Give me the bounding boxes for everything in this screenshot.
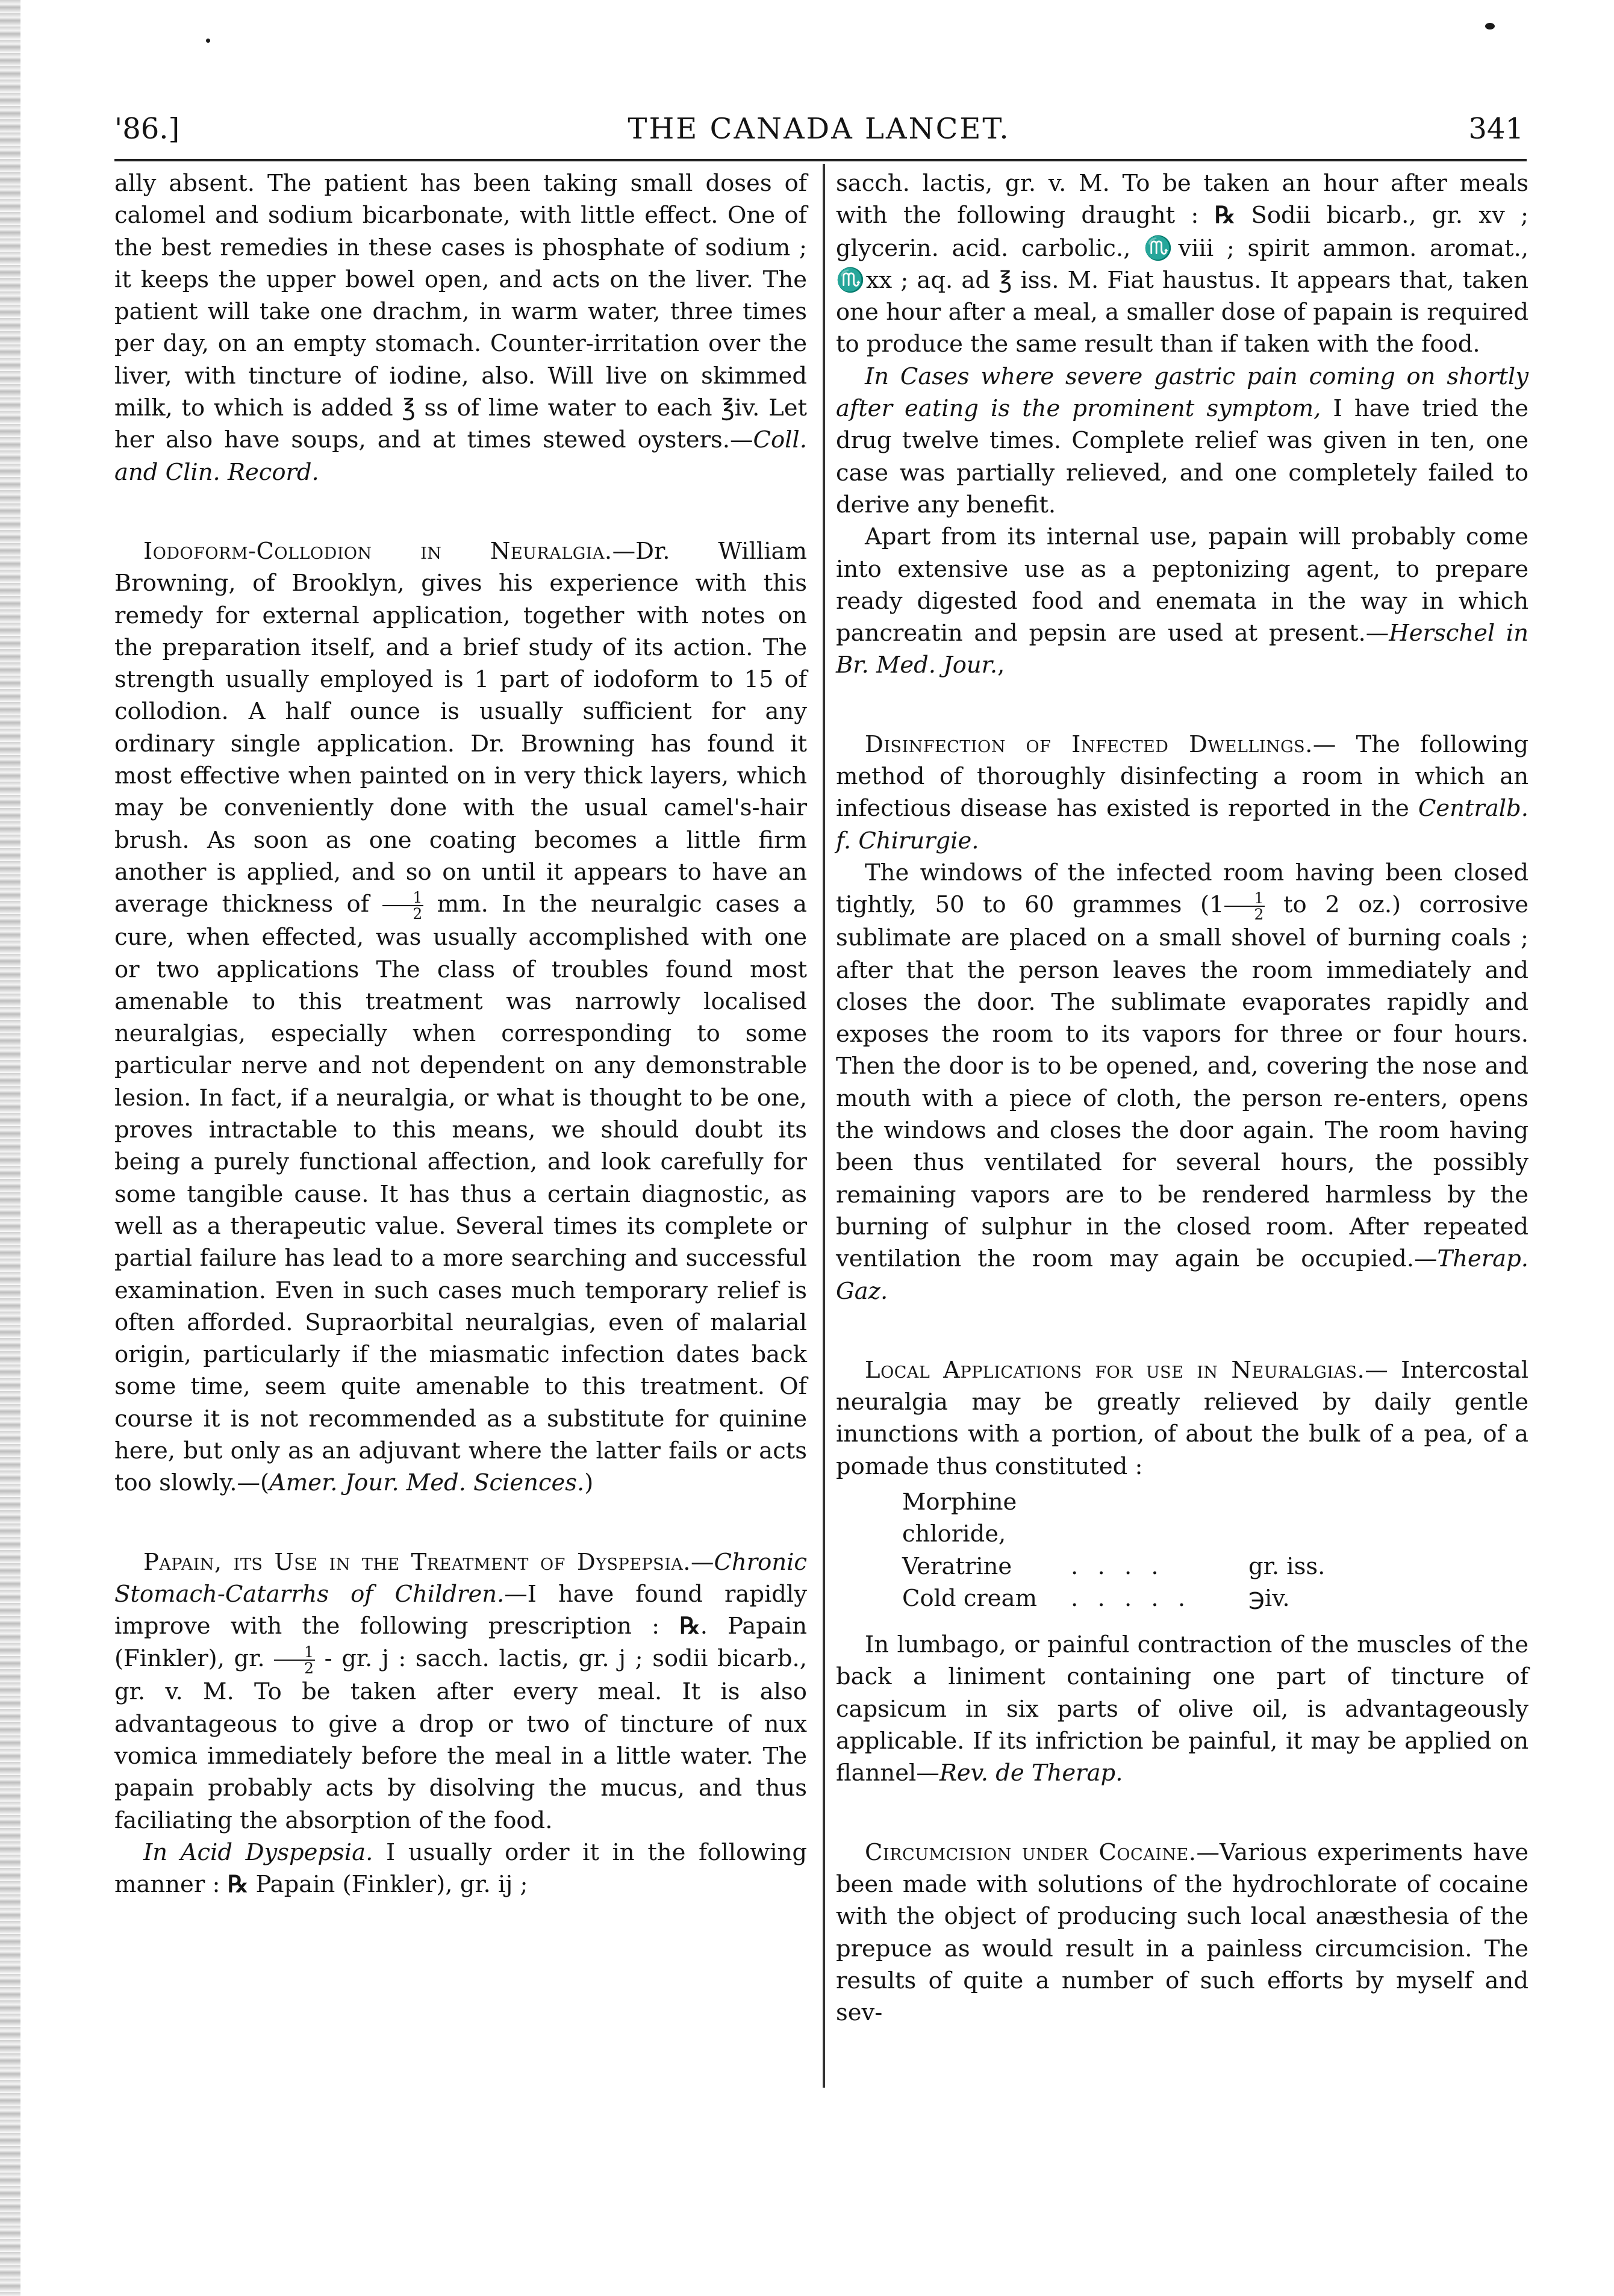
formula-row: Cold cream . . . . . ℈iv. [902,1584,1290,1612]
subheading: In Acid Dyspepsia. [143,1838,373,1866]
section-title: Papain, its Use in the Treatment of Dyspepsia. [143,1548,691,1576]
rx-symbol: ℞ [227,1872,249,1898]
rx-symbol: ℞ [679,1614,700,1640]
subheading: Chronic Stomach-Catarrhs of Children. [114,1548,807,1608]
citation: Coll. and Clin. Record. [114,426,807,486]
paragraph-lumbago: In lumbago, or painful contraction of the muscles of the back a liniment containing one part of tincture of capsicum in six parts of olive oil, is advantageously applicable. If its infriction be painful, it may be applied on flannel—Rev. de Therap. [836,1631,1528,1787]
ink-speck [1485,23,1495,30]
citation: Herschel in Br. Med. Jour. [836,620,1528,679]
citation: Amer. Jour. Med. Sciences. [269,1469,585,1497]
right-column [836,167,1528,2029]
subheading: In Cases where severe gastric pain coming on shortly after eating is the prominent symptom, [836,362,1528,423]
article-circumcision: Circumcision under Cocaine.—Various experiments have been made with solutions of the hydrochlorate of cocaine with the object of producing such local anæsthesia of the prepuce as would result in a painless circumcision. The results of quite a number of such efforts by myself and sev- [836,1838,1528,2027]
fraction: $\frac{1}{2}$ [1224,891,1265,922]
binding-edge [0,0,20,2296]
article-local-applications: Local Applications for use in Neuralgias.— Intercostal neuralgia may be greatly relieved by daily gentle inunctions with a portion, of about the bulk of a pea, of a pomade thus constituted : [836,1356,1529,1480]
column-divider [823,164,825,2088]
article-papain: Papain, its Use in the Treatment of Dyspepsia.—Chronic Stomach-Catarrhs of Children.—I have found rapidly improve with the following prescription : ℞. Papain (Finkler), gr. $\frac{1}{2}$ - gr. j : sacch. lactis, gr. j ; sodii bicarb., gr. v. M. To be taken after every meal. It is also advantageous to give a drop or two of tincture of nux vomica immediately before the meal in a little water. The papain probably acts by disolving the mucus, and thus faciliating the absorption of the food. [114,1548,807,1834]
section-title: Disinfection of Infected Dwellings. [865,730,1313,758]
ink-speck [206,39,210,43]
article-continuation: ally absent. The patient has been taking small doses of calomel and sodium bicarbonate, with little effect. One of the best remedies in these cases is phosphate of sodium ; it keeps the upper bowel open, and acts on the liver. The patient will take one drachm, in warm water, three times per day, on an empty stomach. Counter-irritation over the liver, with tincture of iodine, also. Will live on skimmed milk, to which is added ℥ ss of lime water to each ℥iv. Let her also have soups, and at times stewed oysters.—Coll. and Clin. Record. [114,170,807,486]
fraction: $\frac{1}{2}$ [382,890,423,921]
formula-table [902,1486,1528,1614]
article-iodoform-collodion: Iodoform-Collodion in Neuralgia.—Dr. William Browning, of Brooklyn, gives his experience with this remedy for external application, together with notes on the preparation itself, and a brief study of its action. The strength usually employed is 1 part of iodoform to 15 of collodion. A half ounce is usually sufficient for any ordinary single application. Dr. Browning has found it most effective when painted on in very thick layers, which may be conveniently done with the usual camel's-hair brush. As soon as one coating becomes a little firm another is applied, and so on until it appears to have an average thickness of $\frac{1}{2}$ mm. In the neuralgic cases a cure, when effected, was usually accomplished with one or two applications The class of troubles found most amenable to this treatment was narrowly localised neuralgias, especially when corresponding to some particular nerve and not dependent on any demonstrable lesion. In fact, if a neuralgia, or what is thought to be one, proves intractable to this means, we should doubt its being a purely functional affection, and look carefully for some tangible cause. It has thus a certain diagnostic, as well as a therapeutic value. Several times its complete or partial failure has lead to a more searching and successful examination. Even in such cases much temporary relief is often afforded. Supraorbital neuralgias, even of malarial origin, particularly if the miasmatic infection dates back some time, seem quite amenable to this treatment. Of course it is not recommended as a substitute for quinine here, but only as an adjuvant where the latter fails or acts too slowly.—(Amer. Jour. Med. Sciences.) [114,537,807,1497]
citation: Therap. Gaz. [836,1245,1528,1305]
left-column [114,167,807,1902]
header-rule [114,159,1527,161]
issue-year: '86.] [114,112,180,146]
section-title: Local Applications for use in Neuralgias. [865,1356,1365,1384]
paragraph-windows: The windows of the infected room having been closed tightly, 50 to 60 grammes (1 $\frac{1}{2}$ to 2 oz.) corrosive sublimate are placed on a small shovel of burning coals ; after that the person leaves the room immediately and closes the door. The sublimate evaporates rapidly and exposes the room to its vapors for three or four hours. Then the door is to be opened, and, covering the nose and mouth with a piece of cloth, the person re-enters, opens the windows and closes the door again. The room having been thus ventilated for several hours, the possibly remaining vapors are to be rendered harmless by the burning of sulphur in the closed room. After repeated ventilation the room may again be occupied.—Therap. Gaz. [836,859,1528,1305]
citation: Centralb. f. Chirurgie. [836,795,1528,854]
fraction: $\frac{1}{2}$ [274,1644,315,1676]
section-title: Iodoform-Collodion in Neuralgia. [143,537,612,565]
paragraph-acid-dyspepsia: In Acid Dyspepsia. I usually order it in the following manner : ℞ Papain (Finkler), gr. ij ; [114,1838,807,1899]
paragraph-gastric-pain: In Cases where severe gastric pain coming on shortly after eating is the prominent symptom, I have tried the drug twelve times. Complete relief was given in ten, one case was partially relieved, and one completely failed to derive any benefit. [836,362,1528,518]
formula-row: Veratrine . . . . gr. iss. [902,1552,1326,1580]
journal-title: THE CANADA LANCET. [628,112,1011,146]
paragraph-papain-continued: sacch. lactis, gr. v. M. To be taken an hour after meals with the following draught : ℞ Sodii bicarb., gr. xv ; glycerin. acid. carbolic., ♏viii ; spirit ammon. aromat., ♏xx ; aq. ad ℥ iss. M. Fiat haustus. It appears that, taken one hour after a meal, a smaller dose of papain is required to produce the same result than if taken with the food. [836,170,1528,358]
paragraph-peptonizing: Apart from its internal use, papain will probably come into extensive use as a peptonizing agent, to prepare ready digested food and enemata in the way in which pancreatin and pepsin are used at present.—Herschel in Br. Med. Jour., [836,523,1528,679]
rx-symbol: ℞ [1214,203,1236,229]
section-title: Circumcision under Cocaine. [865,1838,1197,1866]
citation: Rev. de Therap. [939,1759,1123,1787]
article-disinfection: Disinfection of Infected Dwellings.— The following method of thoroughly disinfecting a room in which an infectious disease has existed is reported in the Centralb. f. Chirurgie. [836,730,1528,854]
page-number: 341 [1468,112,1524,146]
formula-row: Morphine chloride, [902,1488,1017,1548]
running-head [114,107,1524,163]
